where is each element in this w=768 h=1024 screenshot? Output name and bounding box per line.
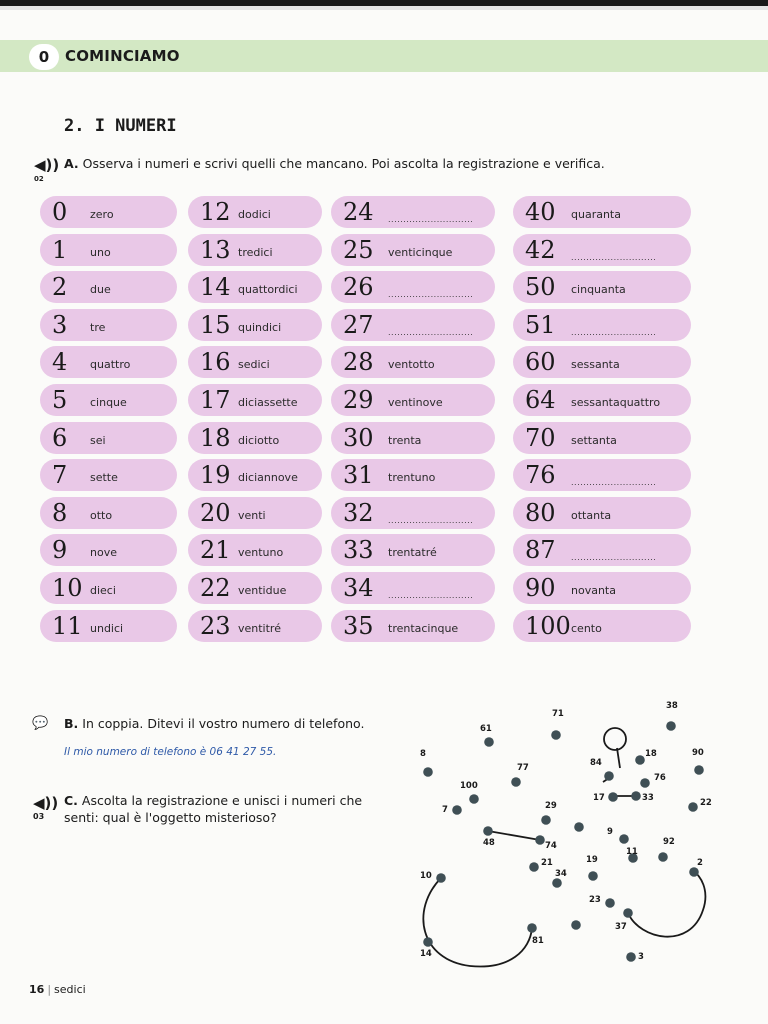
- number-digits: 35: [343, 611, 374, 640]
- number-word: uno: [90, 245, 111, 259]
- number-digits: 28: [343, 348, 374, 377]
- puzzle-dot[interactable]: [541, 815, 551, 825]
- puzzle-dot-label: 81: [532, 936, 544, 946]
- blank-answer-line[interactable]: ............................: [571, 553, 657, 563]
- puzzle-loop: [604, 728, 626, 750]
- blank-answer-line[interactable]: ............................: [388, 215, 474, 224]
- number-digits: 87: [525, 536, 556, 565]
- number-digits: 25: [343, 235, 374, 264]
- puzzle-dot[interactable]: [631, 791, 641, 801]
- number-word: otto: [90, 508, 113, 522]
- puzzle-dot[interactable]: [635, 755, 645, 765]
- puzzle-dot-label: 38: [666, 701, 678, 711]
- puzzle-dot-label: 11: [626, 847, 638, 857]
- puzzle-dot[interactable]: [608, 792, 618, 802]
- puzzle-dot[interactable]: [484, 737, 494, 747]
- number-word: trentatré: [388, 546, 437, 560]
- pair-speech-icon: 💬: [32, 716, 49, 731]
- number-word: ottanta: [571, 508, 612, 522]
- number-digits: 0: [52, 198, 68, 226]
- puzzle-dot[interactable]: [640, 778, 650, 788]
- number-word: quindici: [238, 320, 282, 334]
- number-word: quattro: [90, 358, 131, 372]
- puzzle-dot-label: 48: [483, 838, 495, 848]
- number-digits: 100: [525, 611, 571, 640]
- number-digits: 5: [52, 386, 68, 414]
- exercise-c-label: C.: [64, 793, 78, 808]
- number-word: novanta: [571, 584, 616, 597]
- puzzle-dot-label: 14: [420, 949, 432, 959]
- number-word: sette: [90, 471, 118, 485]
- number-digits: 29: [343, 386, 374, 414]
- puzzle-dot[interactable]: [658, 852, 668, 862]
- number-digits: 10: [52, 574, 83, 602]
- number-word: tre: [90, 320, 106, 334]
- number-word: diciotto: [238, 433, 280, 447]
- number-digits: 40: [525, 198, 556, 226]
- number-digits: 64: [525, 386, 556, 414]
- blank-answer-line[interactable]: ............................: [388, 327, 474, 337]
- unit-number: 0: [29, 44, 59, 70]
- puzzle-dot[interactable]: [452, 805, 462, 815]
- number-word: cinquanta: [571, 283, 626, 297]
- puzzle-dot-label: 84: [590, 758, 602, 768]
- page-word: sedici: [54, 983, 86, 996]
- puzzle-dot[interactable]: [535, 835, 545, 845]
- puzzle-dot[interactable]: [527, 923, 537, 933]
- number-digits: 60: [525, 348, 556, 377]
- puzzle-dot[interactable]: [552, 878, 562, 888]
- number-digits: 27: [343, 310, 374, 339]
- exercise-b-label: B.: [64, 716, 79, 731]
- puzzle-dot[interactable]: [511, 777, 521, 787]
- number-digits: 11: [52, 611, 83, 640]
- blank-answer-line[interactable]: ............................: [388, 591, 474, 600]
- puzzle-arc-right: [628, 872, 705, 937]
- puzzle-dot-label: 71: [552, 709, 564, 719]
- number-word: cento: [571, 621, 602, 635]
- puzzle-dot-label: 8: [420, 749, 426, 759]
- number-word: sessanta: [571, 358, 620, 372]
- number-digits: 51: [525, 310, 556, 339]
- puzzle-labels: [420, 701, 712, 962]
- number-digits: 6: [52, 423, 68, 452]
- puzzle-dot-label: 18: [645, 749, 657, 759]
- puzzle-dot-label: 92: [663, 837, 675, 847]
- footer-separator: |: [47, 983, 52, 996]
- puzzle-dot-label: 90: [692, 748, 704, 758]
- number-word: settanta: [571, 433, 617, 447]
- puzzle-dot[interactable]: [694, 765, 704, 775]
- puzzle-arc-left: [423, 878, 532, 967]
- number-digits: 12: [200, 198, 231, 226]
- puzzle-dot-label: 21: [541, 858, 553, 868]
- puzzle-dot-label: 3: [638, 952, 644, 962]
- blank-answer-line[interactable]: ............................: [388, 515, 474, 525]
- number-word: quattordici: [238, 283, 298, 297]
- number-digits: 32: [343, 498, 374, 527]
- puzzle-dot[interactable]: [436, 873, 446, 883]
- number-digits: 24: [343, 198, 374, 226]
- number-digits: 26: [343, 273, 374, 302]
- audio-track-number: 02: [34, 175, 44, 183]
- exercise-c-line2: senti: qual è l'oggetto misterioso?: [64, 810, 277, 825]
- puzzle-dot-label: 7: [442, 805, 448, 815]
- puzzle-dot[interactable]: [605, 898, 615, 908]
- number-word: ventuno: [238, 546, 284, 560]
- number-digits: 22: [200, 574, 231, 602]
- puzzle-dot[interactable]: [423, 767, 433, 777]
- number-digits: 90: [525, 574, 556, 602]
- page-footer: [29, 983, 86, 997]
- number-digits: 4: [52, 348, 68, 377]
- number-digits: 13: [200, 235, 231, 264]
- number-word: diciannove: [238, 471, 298, 485]
- number-word: ventitré: [238, 621, 281, 635]
- puzzle-dot-label: 9: [607, 827, 613, 837]
- audio-speaker-icon[interactable]: ◀)): [33, 794, 59, 812]
- number-word: trentuno: [388, 471, 436, 485]
- puzzle-dot[interactable]: [688, 802, 698, 812]
- number-digits: 70: [525, 423, 556, 452]
- number-word: trenta: [388, 433, 422, 447]
- number-digits: 15: [200, 310, 231, 339]
- exercise-b-example: Il mio numero di telefono è 06 41 27 55.: [64, 746, 277, 758]
- number-word: trentacinque: [388, 621, 459, 635]
- puzzle-dot-label: 19: [586, 855, 598, 865]
- number-digits: 23: [200, 611, 231, 640]
- blank-answer-line[interactable]: ............................: [571, 327, 657, 337]
- puzzle-dot-label: 2: [697, 858, 703, 868]
- number-digits: 14: [200, 273, 231, 302]
- number-digits: 20: [200, 498, 231, 527]
- number-digits: 7: [52, 461, 68, 490]
- puzzle-dot-label: 37: [615, 922, 627, 932]
- audio-speaker-icon[interactable]: ◀)): [34, 156, 60, 174]
- exercise-a-label: A.: [64, 156, 79, 171]
- number-digits: 42: [525, 235, 556, 264]
- number-word: cinque: [90, 396, 127, 409]
- number-word: diciassette: [238, 396, 298, 409]
- number-digits: 76: [525, 461, 556, 490]
- puzzle-line: [488, 831, 540, 840]
- puzzle-dot[interactable]: [626, 952, 636, 962]
- number-word: sei: [90, 433, 106, 447]
- number-word: venticinque: [388, 245, 453, 259]
- exercise-b-text: In coppia. Ditevi il vostro numero di telefono.: [82, 716, 365, 731]
- number-word: sedici: [238, 358, 270, 372]
- number-word: ventinove: [388, 396, 443, 409]
- exercise-c-line1: Ascolta la registrazione e unisci i numeri che: [81, 793, 363, 808]
- number-digits: 8: [52, 498, 68, 527]
- puzzle-dot-label: 33: [642, 793, 654, 803]
- puzzle-line: [617, 748, 620, 768]
- number-word: nove: [90, 546, 117, 560]
- puzzle-dot[interactable]: [529, 862, 539, 872]
- puzzle-dot-label: 10: [420, 871, 432, 881]
- number-word: dodici: [238, 208, 271, 221]
- number-digits: 21: [200, 536, 231, 565]
- exercise-a-text: Osserva i numeri e scrivi quelli che mancano. Poi ascolta la registrazione e verifica.: [82, 156, 605, 171]
- number-digits: 80: [525, 498, 556, 527]
- puzzle-dot-label: 76: [654, 773, 666, 783]
- puzzle-dot-label: 22: [700, 798, 712, 808]
- puzzle-dot[interactable]: [619, 834, 629, 844]
- puzzle-dots: [423, 721, 704, 962]
- puzzle-dot[interactable]: [623, 908, 633, 918]
- puzzle-dot[interactable]: [571, 920, 581, 930]
- number-word: tredici: [238, 245, 273, 259]
- puzzle-dot[interactable]: [666, 721, 676, 731]
- number-word: sessantaquattro: [571, 396, 661, 409]
- puzzle-dot-label: 77: [517, 763, 529, 773]
- number-digits: 30: [343, 423, 374, 452]
- puzzle-dot-label: 17: [593, 793, 605, 803]
- number-word: ventotto: [388, 358, 435, 372]
- puzzle-dot[interactable]: [588, 871, 598, 881]
- puzzle-dot-label: 74: [545, 841, 557, 851]
- audio-track-number: 03: [33, 812, 45, 821]
- puzzle-dot[interactable]: [689, 867, 699, 877]
- number-digits: 19: [200, 461, 231, 490]
- number-word: ventidue: [238, 584, 287, 597]
- number-word: dieci: [90, 584, 116, 597]
- puzzle-dot[interactable]: [483, 826, 493, 836]
- blank-answer-line[interactable]: ............................: [388, 290, 474, 300]
- puzzle-dot-label: 23: [589, 895, 601, 905]
- unit-title: COMINCIAMO: [65, 47, 180, 65]
- number-digits: 33: [343, 536, 374, 565]
- number-word: quaranta: [571, 208, 621, 221]
- number-word: undici: [90, 621, 124, 635]
- puzzle-dot[interactable]: [574, 822, 584, 832]
- puzzle-lines: [423, 728, 705, 967]
- section-title: 2. I NUMERI: [64, 116, 177, 136]
- number-word: zero: [90, 208, 114, 221]
- blank-answer-line[interactable]: ............................: [571, 252, 657, 262]
- number-digits: 31: [343, 461, 374, 490]
- number-digits: 34: [343, 574, 374, 602]
- number-digits: 3: [52, 310, 68, 339]
- number-digits: 17: [200, 386, 231, 414]
- puzzle-dot-label: 34: [555, 869, 567, 879]
- number-word: due: [90, 283, 111, 297]
- number-digits: 2: [52, 273, 68, 302]
- puzzle-dot[interactable]: [604, 771, 614, 781]
- puzzle-dot-label: 29: [545, 801, 557, 811]
- page-number: 16: [29, 983, 45, 996]
- number-digits: 1: [52, 235, 68, 264]
- puzzle-dot[interactable]: [551, 730, 561, 740]
- number-word: venti: [238, 508, 266, 522]
- puzzle-dot[interactable]: [423, 937, 433, 947]
- number-digits: 18: [200, 423, 231, 452]
- puzzle-dot-label: 61: [480, 724, 492, 734]
- number-digits: 9: [52, 536, 68, 565]
- puzzle-dot-label: 100: [460, 781, 478, 791]
- puzzle-dot[interactable]: [469, 794, 479, 804]
- number-digits: 50: [525, 273, 556, 302]
- blank-answer-line[interactable]: ............................: [571, 478, 657, 488]
- number-digits: 16: [200, 348, 231, 377]
